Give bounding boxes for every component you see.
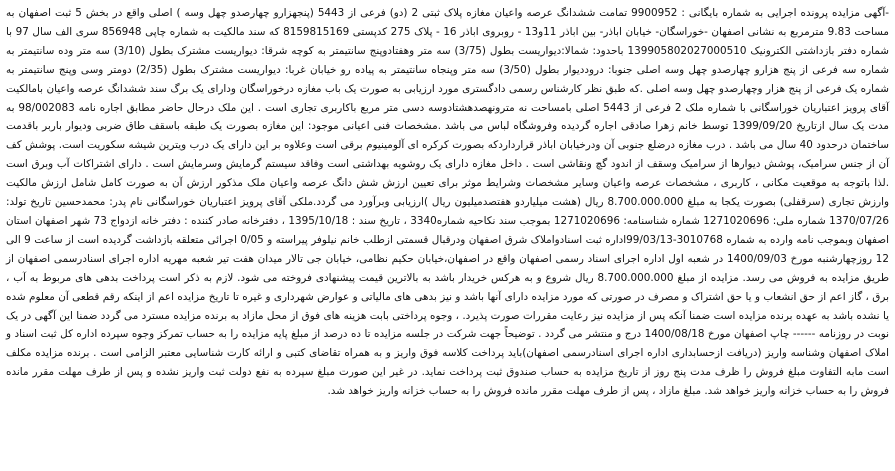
notice-body-text: -آگهی مزایده پرونده اجرایی به شماره بایگانی : 9900952 تمامت ششدانگ عرصه واعیان مغازه پلاک ثبتی 2 (دو) فرعی از 5443 (پنجهزارو چهارصدو چهل وسه ) اصلی واقع در بخش 5 ثبت اصفهان به مساحت 9.83 مترمربع به نشانی اصفهان -خوراسگان- خیابان اباذر- بین اباذر 11و13 - روبروی اباذر 16 - پلاک 275 کدپستی 8159815169 که سند مالکیت به شماره چاپی 856948 سری الف سال 97 با شماره دفتر بازداشتی الکترونیک 139905802027000510 باحدود: شمالا:دیواریست بطول (3/75) سه متر وهفتادوپنج سانتیمتر به کوچه شرقا: دیواریست مشترک بطول (3/10) سه متر وده سانتیمتر به شماره سه فرعی از پنج هزارو چهارصدو چهل وسه اصلی جنوبا: دروددیوار بطول (3/50) سه متر وپنجاه سانتیمتر به پیاده رو خیابان غربا: دیواریست مشترک بطول (2/35) دومتر وسی وپنج سانتیمتر به شماره یک فرعی از پنج هزار وچهارصدو چهل وسه اصلی .که طبق نظر کارشناس رسمی دادگستری مورد ارزیابی به صورت یک باب مغازه درخوراسگان ودارای یک برگ سند ششدانگ عرصه واعیان بامالکیت آقای پرویز اعتباریان خوراسگانی با شماره ملک 2 فرعی از 5443 اصلی بامساحت نه مترونهصدهشتادوسه دسی متر مربع باکاربری تجاری است . این ملک درحال حاضر مطابق اجاره نامه 98/002083 به مدت یک سال ازتاریخ 1399/09/20 توسط خانم زهرا صادقی اجاره گردیده وفروشگاه لباس می باشد .مشخصات فنی اعیانی موجود: این مغازه بصورت یک طبقه باسقف طاق ضربی ودیوار باربر باقدمت ساختمان درحدود 40 سال می باشد . درب مغازه درضلع جنوبی آن ودرخیابان اباذر قرارداردکه بصورت کرکره ای آلومینیوم برقی است وعلاوه بر این دارای یک درب ویترین شیشه سکوریت است. پوشش کف آن از جنس سرامیک، پوشش دیوارها از سرامیک وسقف از اندود گچ ونقاشی است . داخل مغازه دارای یک روشویه بهداشتی است وفاقد سیستم گرمایش وسرمایش است . دارای اشتراکات آب وبرق است .لذا باتوجه به موقعیت مکانی ، کاربری ، مشخصات عرصه واعیان وسایر مشخصات وشرایط موثر برای تعیین ارزش شش دانگ عرصه واعیان ملک مذکور ارزش آن به صورت کامل شامل ارزش مالکیت وارزش تجاری (سرقفلی) بصورت یکجا به مبلغ 8.700.000.000 ریال (هشت میلیاردو هفتصدمیلیون ریال )ارزیابی وبرآورد می گردد.ملکی آقای پرویز اعتباریان خوراسگانی نام پدر: محمدحسین تاریخ تولد: 1370/07/26 شماره ملی: 1271020696 شماره شناسنامه: 1271020696 بموجب سند نکاحیه شماره3340 ، تاریخ سند : 1395/10/18 ، دفترخانه صادر کننده : دفتر خانه ازدواج 73 شهر اصفهان استان اصفهان وبموجب نامه وارده به شماره 3010768-99/03/13اداره ثبت اسنادواملاک شرق اصفهان ودرقبال قسمتی ازطلب خانم نیلوفر پیراسته و 0/05 اجرائی متعلقه بازداشت گردیده است از ساعت 9 الی 12 روزچهارشنبه مورخ 1400/09/03 در شعبه اول اداره اجرای اسناد رسمی اصفهان واقع در اصفهان،خیابان حکیم نظامی، خیابان جی تالار میدان هفت تیر شعبه مهریه اداره اجرای اسنادرسمی اصفهان از طریق مزایده به فروش می رسد. مزایده از مبلغ 8.700.000.000 ریال شروع و به هرکس خریدار باشد به بالاترین قیمت پیشنهادی فروخته می شود. لازم به ذکر است پرداخت بدهی های مربوط به آب ، برق ، گاز اعم از حق انشعاب و یا حق اشتراک و مصرف در صورتی که مورد مزایده دارای آنها باشد و نیز بدهی های مالیاتی و عوارض شهرداری و غیره تا تاریخ مزایده اعم از اینکه رقم قطعی آن معلوم شده یا نشده باشد به عهده برنده مزایده است ضمنا آنکه پس از مزایده نیز رعایت مقررات صورت پذیرد. ، وجوه پرداختی بابت هزینه های فوق از محل مازاد به برنده مزایده مسترد می گردد ضمنا این آگهی در یک نوبت در روزنامه ------ چاپ اصفهان مورخ 1400/08/18 درج و منتشر می گردد . توضیحاً جهت شرکت در جلسه مزایده تا ده درصد از مبلغ پایه مزایده را به حساب تمرکز وجوه سپرده اداره کل ثبت اسناد و املاک اصفهان وشناسه واریز (دریافت ازحسابداری اداره اجرای اسنادرسمی اصفهان)باید پرداخت کلاسه فوق واریز و به همراه تقاضای کتبی و ارائه کارت شناسایی معتبر الزامی است . برنده مزایده مکلف است مابه التفاوت مبلغ فروش را ظرف مدت پنج روز از تاریخ مزایده به حساب صندوق ثبت پرداخت نماید. در غیر این صورت مبلغ سپرده به نفع دولت ثبت واریز نشده و پس از طرف مهلت مقرر مانده فروش را به حساب خزانه واریز خواهد شد. مبلغ مازاد ، پس از طرف مهلت مقرر مانده فروش را به حساب خزانه واریز خواهد شد. bbox=[6, 7, 890, 398]
auction-notice bbox=[6, 4, 889, 471]
